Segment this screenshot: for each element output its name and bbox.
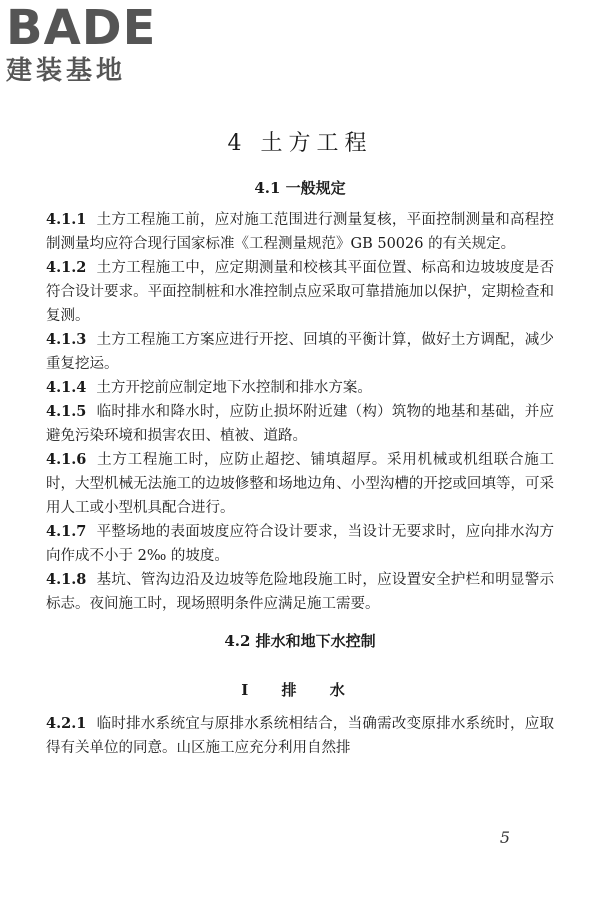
clause-4-2-1 (46, 712, 554, 760)
clause-4-1-3 (46, 328, 554, 376)
logo-brand: BADE (6, 0, 157, 56)
clause-number: 4.1.4 (46, 379, 87, 396)
chapter-title: 4 土方工程 (227, 131, 373, 156)
clause-text: 土方开挖前应制定地下水控制和排水方案。 (96, 380, 372, 396)
section-title-4-1: 4.1 一般规定 (254, 179, 346, 197)
clause-text: 平整场地的表面坡度应符合设计要求，当设计无要求时，应向排水沟方向作成不小于 2‰ 的坡度。 (46, 524, 554, 564)
clause-number: 4.1.3 (46, 331, 87, 348)
clause-number: 4.1.7 (46, 523, 87, 540)
clause-number: 4.1.8 (46, 571, 87, 588)
page-number: 5 (499, 828, 510, 847)
clause-4-1-8 (46, 568, 554, 616)
section-title-4-2: 4.2 排水和地下水控制 (224, 632, 376, 650)
bade-logo (6, 0, 176, 90)
subsection-title-drainage: Ⅰ 排 水 (241, 681, 359, 699)
clause-number: 4.1.6 (46, 451, 87, 468)
clause-4-1-2 (46, 256, 554, 328)
clause-text: 基坑、管沟边沿及边坡等危险地段施工时，应设置安全护栏和明显警示标志。夜间施工时，现场照明条件应满足施工需要。 (46, 572, 554, 612)
clause-number: 4.2.1 (46, 715, 87, 732)
clause-number: 4.1.1 (46, 211, 87, 228)
clause-text: 土方工程施工中，应定期测量和校核其平面位置、标高和边坡坡度是否符合设计要求。平面控制桩和水准控制点应采取可靠措施加以保护，定期检查和复测。 (46, 260, 554, 324)
clause-4-1-5 (46, 400, 554, 448)
clause-text: 临时排水和降水时，应防止损坏附近建（构）筑物的地基和基础，并应避免污染环境和损害农田、植被、道路。 (46, 404, 554, 444)
clause-text: 临时排水系统宜与原排水系统相结合，当确需改变原排水系统时，应取得有关单位的同意。山区施工应充分利用自然排 (46, 716, 554, 756)
clause-4-1-4 (46, 376, 554, 400)
clause-number: 4.1.2 (46, 259, 87, 276)
clause-text: 土方工程施工方案应进行开挖、回填的平衡计算，做好土方调配，减少重复挖运。 (46, 332, 554, 372)
logo-subtitle: 建装基地 (6, 56, 127, 86)
clause-4-1-6 (46, 448, 554, 520)
page-body (46, 126, 554, 760)
clause-text: 土方工程施工前，应对施工范围进行测量复核，平面控制测量和高程控制测量均应符合现行国家标准《工程测量规范》GB 50026 的有关规定。 (46, 212, 554, 252)
clause-4-1-1 (46, 208, 554, 256)
clause-text: 土方工程施工时，应防止超挖、铺填超厚。采用机械或机组联合施工时，大型机械无法施工的边坡修整和场地边角、小型沟槽的开挖或回填等，可采用人工或小型机具配合进行。 (46, 452, 554, 516)
clause-4-1-7 (46, 520, 554, 568)
clause-number: 4.1.5 (46, 403, 87, 420)
